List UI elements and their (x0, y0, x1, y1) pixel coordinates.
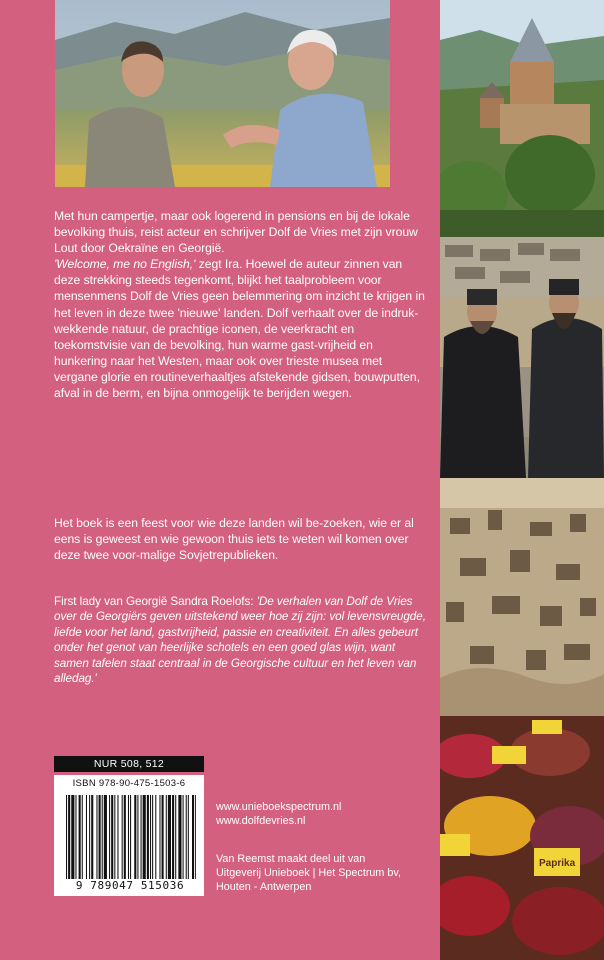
endorsement-intro: First lady van Georgië Sandra Roelofs: (54, 595, 257, 608)
publisher-line-3: Houten - Antwerpen (216, 881, 312, 894)
endorsement (54, 594, 426, 686)
description-paragraph-2 (54, 256, 426, 401)
description-paragraph-1: Met hun campertje, maar ook logerend in pensions en bij de lokale bevolking thuis, reist acteur en schrijver Dolf de Vries met zijn vrouw Lout door Oekraïne en Georgië. (54, 209, 418, 256)
endorsement-quote: 'De verhalen van Dolf de Vries over de Georgiërs geven uitstekend weer hoe zij zijn: vol levensvreugde, liefde voor het land, gastvrijheid, passie en creativiteit. En alles gebeurt onder het genot van heerlijke schotels en een goed glas wijn, want samen tafelen staat centraal in de Georgische cultuur en het leven van alledag.' (54, 595, 426, 686)
publisher-line-2: Uitgeverij Unieboek | Het Spectrum bv, (216, 867, 402, 880)
nur-label: NUR 508, 512 (54, 756, 204, 772)
barcode-block (54, 756, 204, 896)
photo-cave-city (440, 478, 604, 716)
publisher-info (216, 852, 401, 895)
website-link-dolfdevries[interactable]: www.dolfdevries.nl (216, 815, 306, 828)
photo-monks (440, 237, 604, 478)
isbn-label: ISBN 978-90-475-1503-6 (72, 778, 186, 789)
barcode-bars (66, 795, 196, 879)
publisher-line-1: Van Reemst maakt deel uit van (216, 853, 366, 865)
barcode-digits: 9 789047 515036 (75, 879, 185, 892)
description-paragraph-2-rest: zegt Ira. Hoewel de auteur zinnen van deze strekking steeds tegenkomt, blijkt het taalprobleem voor mensenmens Dolf de Vries geen belemmering om inzicht te krijgen in het leven in deze twee 'nieuwe' landen. Dolf verhaalt over de indruk-wekkende natuur, de prachtige iconen, de veerkracht en toekomstvisie van de bevolking, hun warme gast-vrijheid en hunkering naar het Westen, maar ook over trieste musea met vergane glorie en routineverhaaltjes afstekende gidsen, bouwputten, afval in de berm, en bijna onmogelijk te berijden wegen. (54, 257, 425, 401)
photo-church (440, 0, 604, 237)
description-main (54, 208, 426, 401)
barcode-panel (54, 775, 204, 896)
photo-two-men (55, 0, 390, 187)
websites (216, 800, 341, 828)
description-paragraph-3: Het boek is een feest voor wie deze landen wil be-zoeken, wie er al eens is geweest en wie gewoon thuis iets te weten wil komen over deze twee voor-malige Sovjetrepublieken. (54, 516, 414, 563)
website-link-unieboek[interactable]: www.unieboekspectrum.nl (216, 801, 342, 813)
photo-spice-market (440, 716, 604, 960)
welcome-quote: 'Welcome, me no English,' (54, 257, 196, 272)
market-sign: Paprika (539, 858, 576, 869)
